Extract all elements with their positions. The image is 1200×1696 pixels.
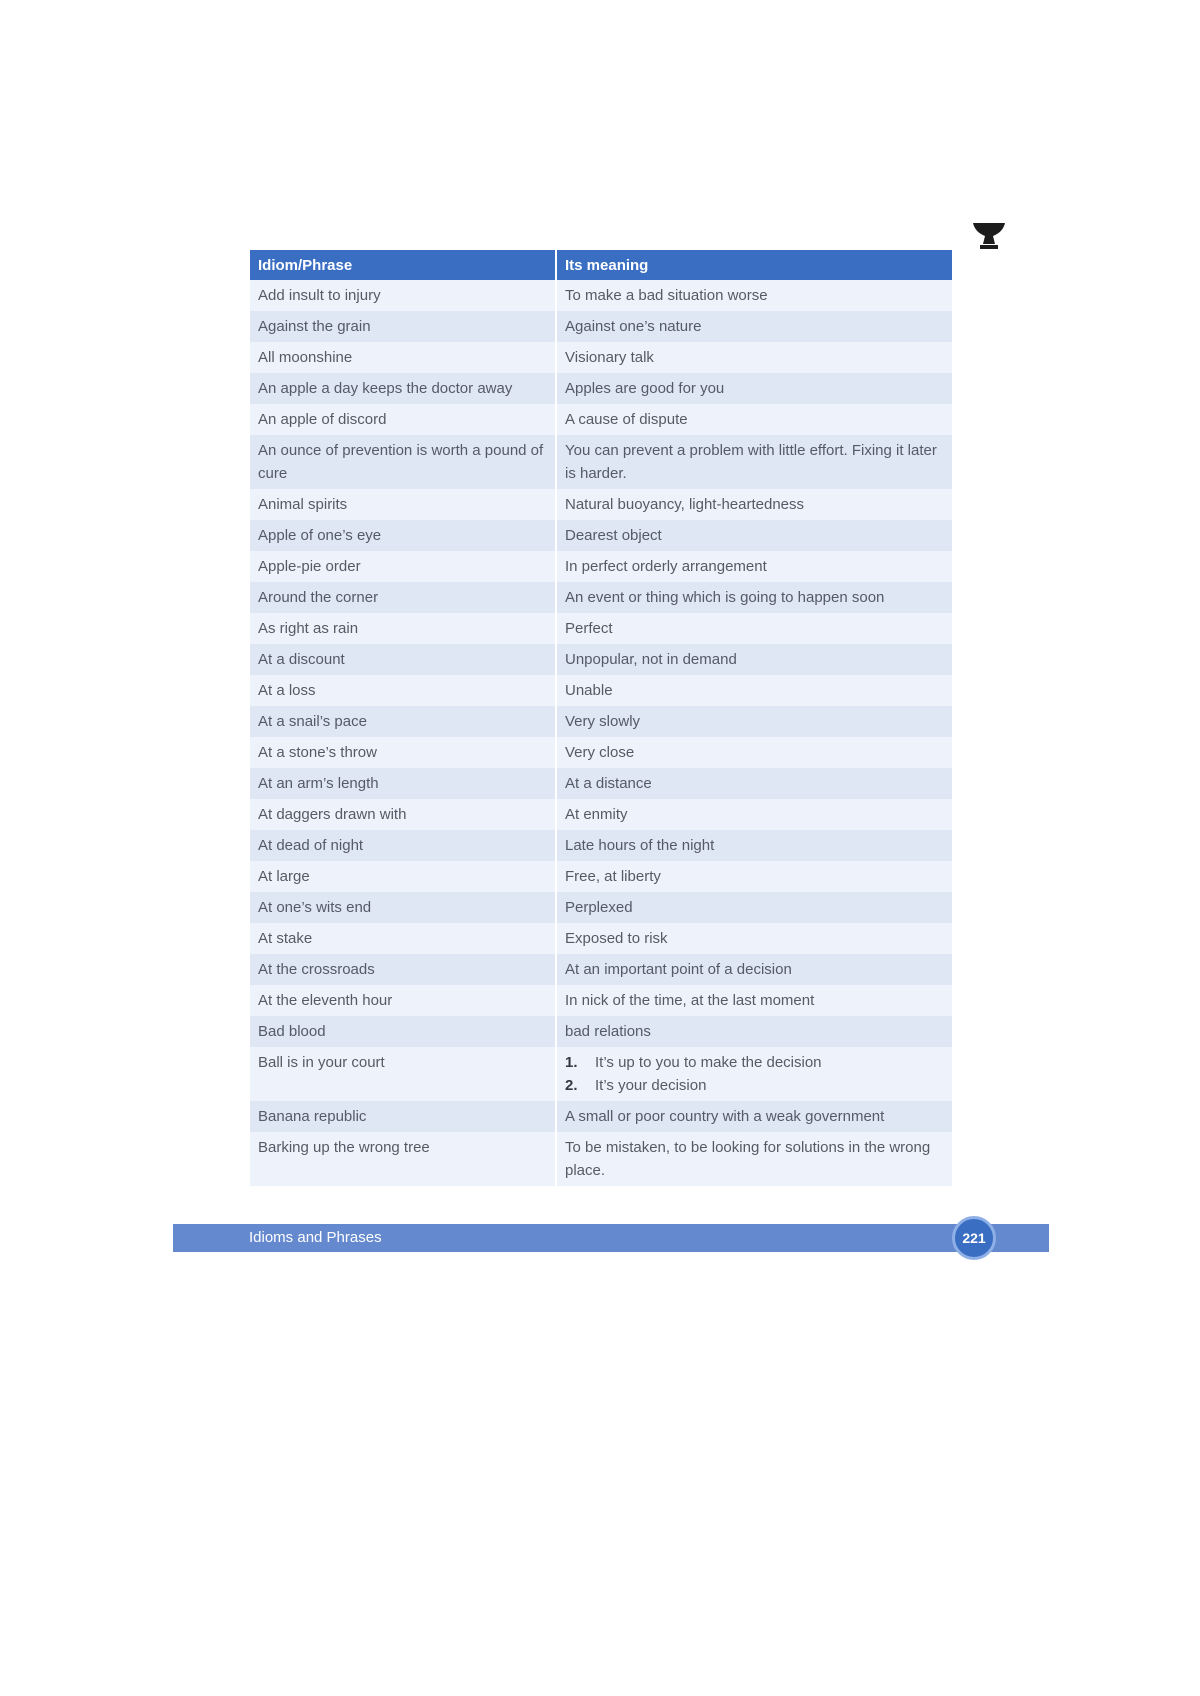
idiom-cell: An apple of discord bbox=[250, 404, 556, 435]
table-row bbox=[250, 551, 952, 582]
table-row bbox=[250, 613, 952, 644]
meaning-cell: A small or poor country with a weak government bbox=[556, 1101, 952, 1132]
page-number-badge: 221 bbox=[952, 1216, 996, 1260]
table-row bbox=[250, 404, 952, 435]
idiom-cell: At the crossroads bbox=[250, 954, 556, 985]
list-text: It’s your decision bbox=[595, 1077, 707, 1094]
list-text: It’s up to you to make the decision bbox=[595, 1054, 822, 1071]
meaning-cell: In nick of the time, at the last moment bbox=[556, 985, 952, 1016]
footer-title: Idioms and Phrases bbox=[249, 1229, 382, 1246]
idiom-cell: Bad blood bbox=[250, 1016, 556, 1047]
table-header-row bbox=[250, 250, 952, 280]
table-row bbox=[250, 520, 952, 551]
meaning-cell: At a distance bbox=[556, 768, 952, 799]
meaning-cell: Very slowly bbox=[556, 706, 952, 737]
idiom-cell: Ball is in your court bbox=[250, 1047, 556, 1101]
idiom-cell: At a stone’s throw bbox=[250, 737, 556, 768]
table-row bbox=[250, 954, 952, 985]
idiom-cell: At the eleventh hour bbox=[250, 985, 556, 1016]
table-row bbox=[250, 923, 952, 954]
list-number: 1. bbox=[565, 1054, 578, 1071]
meaning-cell: Apples are good for you bbox=[556, 373, 952, 404]
column-header-idiom: Idiom/Phrase bbox=[250, 250, 556, 280]
meaning-list-item bbox=[565, 1074, 944, 1097]
meaning-cell: Unable bbox=[556, 675, 952, 706]
idioms-table bbox=[250, 250, 952, 1186]
meaning-cell: At an important point of a decision bbox=[556, 954, 952, 985]
table-row bbox=[250, 311, 952, 342]
table-row bbox=[250, 706, 952, 737]
table-row bbox=[250, 280, 952, 311]
table-row bbox=[250, 582, 952, 613]
table-row bbox=[250, 1101, 952, 1132]
idiom-cell: At a loss bbox=[250, 675, 556, 706]
meaning-cell: Free, at liberty bbox=[556, 861, 952, 892]
idiom-cell: At dead of night bbox=[250, 830, 556, 861]
meaning-cell: Unpopular, not in demand bbox=[556, 644, 952, 675]
trophy-cup-icon bbox=[972, 222, 1006, 250]
table-row bbox=[250, 435, 952, 489]
table-body bbox=[250, 280, 952, 1186]
idiom-cell: Apple-pie order bbox=[250, 551, 556, 582]
idiom-cell: At an arm’s length bbox=[250, 768, 556, 799]
meaning-cell: Visionary talk bbox=[556, 342, 952, 373]
table-row bbox=[250, 675, 952, 706]
table-row bbox=[250, 830, 952, 861]
meaning-cell: A cause of dispute bbox=[556, 404, 952, 435]
idiom-cell: Apple of one’s eye bbox=[250, 520, 556, 551]
idiom-cell: Barking up the wrong tree bbox=[250, 1132, 556, 1186]
table-row bbox=[250, 489, 952, 520]
list-number: 2. bbox=[565, 1077, 578, 1094]
meaning-cell: Very close bbox=[556, 737, 952, 768]
idiom-cell: At a discount bbox=[250, 644, 556, 675]
table-row bbox=[250, 985, 952, 1016]
idiom-cell: Banana republic bbox=[250, 1101, 556, 1132]
idiom-cell: An apple a day keeps the doctor away bbox=[250, 373, 556, 404]
meaning-cell: You can prevent a problem with little effort. Fixing it later is harder. bbox=[556, 435, 952, 489]
table-row bbox=[250, 644, 952, 675]
meaning-cell: An event or thing which is going to happen soon bbox=[556, 582, 952, 613]
table-row bbox=[250, 1016, 952, 1047]
idiom-cell: Animal spirits bbox=[250, 489, 556, 520]
meaning-cell: Against one’s nature bbox=[556, 311, 952, 342]
table-row bbox=[250, 737, 952, 768]
idiom-cell: At large bbox=[250, 861, 556, 892]
meaning-cell: Dearest object bbox=[556, 520, 952, 551]
idiom-cell: Around the corner bbox=[250, 582, 556, 613]
table-row bbox=[250, 342, 952, 373]
idiom-cell: At one’s wits end bbox=[250, 892, 556, 923]
idiom-cell: An ounce of prevention is worth a pound of cure bbox=[250, 435, 556, 489]
idiom-cell: Against the grain bbox=[250, 311, 556, 342]
meaning-cell: At enmity bbox=[556, 799, 952, 830]
table-row bbox=[250, 1132, 952, 1186]
meaning-cell: Perplexed bbox=[556, 892, 952, 923]
table-row bbox=[250, 892, 952, 923]
meaning-cell: Exposed to risk bbox=[556, 923, 952, 954]
footer-bar bbox=[173, 1224, 1049, 1252]
meaning-list-item bbox=[565, 1051, 944, 1074]
meaning-cell: To be mistaken, to be looking for solutions in the wrong place. bbox=[556, 1132, 952, 1186]
meaning-cell: bad relations bbox=[556, 1016, 952, 1047]
idiom-cell: All moonshine bbox=[250, 342, 556, 373]
column-header-meaning: Its meaning bbox=[556, 250, 952, 280]
idiom-cell: As right as rain bbox=[250, 613, 556, 644]
table-row bbox=[250, 861, 952, 892]
table-row bbox=[250, 768, 952, 799]
meaning-cell bbox=[556, 1047, 952, 1101]
meaning-cell: Perfect bbox=[556, 613, 952, 644]
idiom-cell: At a snail’s pace bbox=[250, 706, 556, 737]
table-row bbox=[250, 799, 952, 830]
meaning-cell: In perfect orderly arrangement bbox=[556, 551, 952, 582]
idiom-cell: Add insult to injury bbox=[250, 280, 556, 311]
table-row bbox=[250, 1047, 952, 1101]
idiom-cell: At stake bbox=[250, 923, 556, 954]
meaning-cell: Late hours of the night bbox=[556, 830, 952, 861]
table-row bbox=[250, 373, 952, 404]
idiom-cell: At daggers drawn with bbox=[250, 799, 556, 830]
meaning-cell: Natural buoyancy, light-heartedness bbox=[556, 489, 952, 520]
meaning-cell: To make a bad situation worse bbox=[556, 280, 952, 311]
